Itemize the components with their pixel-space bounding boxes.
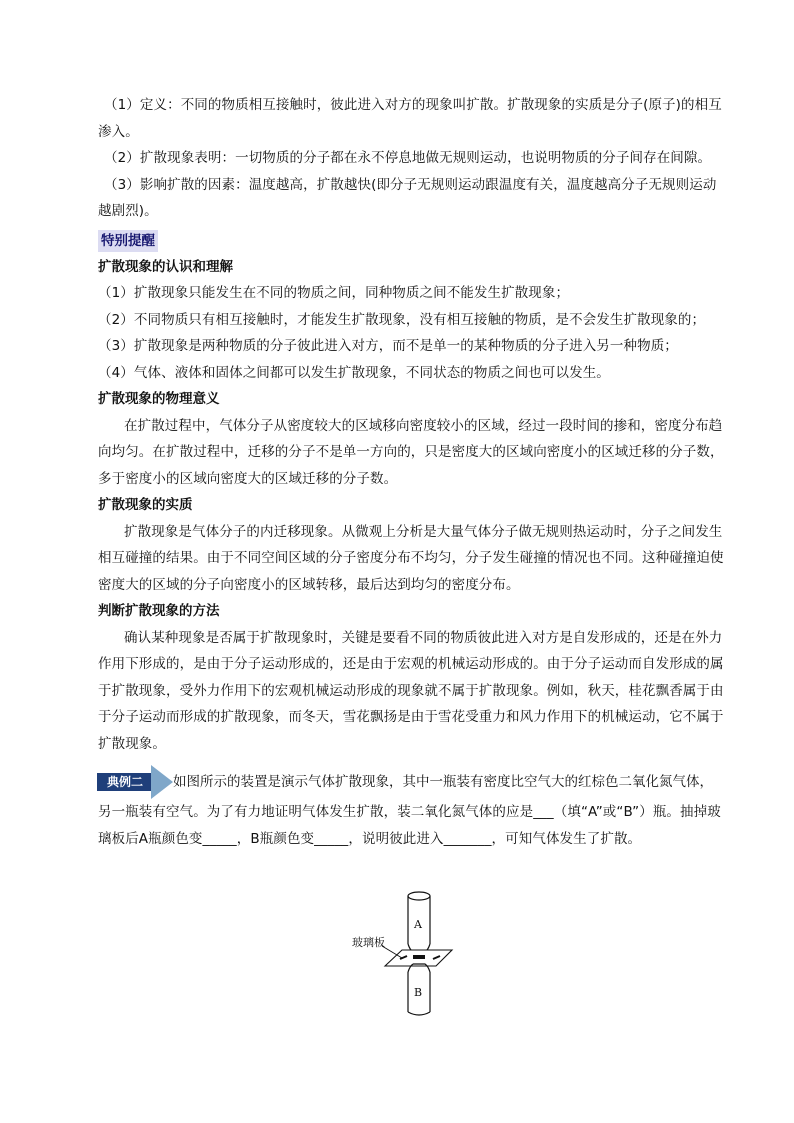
example-first-line xyxy=(98,765,724,799)
list-item: （2）不同物质只有相互接触时，才能发生扩散现象，没有相互接触的物质，是不会发生扩散现象的； xyxy=(98,311,706,328)
section-heading-essence: 扩散现象的实质 xyxy=(98,497,193,513)
example-line-1: 如图所示的装置是演示气体扩散现象，其中一瓶装有密度比空气大的红棕色二氧化氮气体， xyxy=(173,773,713,790)
example-question-text: 另一瓶装有空气。为了有力地证明气体发生扩散，装二氧化氮气体的应是___（填“A”或“B”）瓶。抽掉玻璃板后A瓶颜色变_____，B瓶颜色变_____，说明彼此进入_______，可知气体发生了扩散。 xyxy=(98,804,721,847)
list-item: （3）扩散现象是两种物质的分子彼此进入对方，而不是单一的某种物质的分子进入另一种物质； xyxy=(98,338,678,354)
example-badge xyxy=(97,765,173,799)
section-heading-meaning: 扩散现象的物理意义 xyxy=(98,391,220,407)
section-body-essence: 扩散现象是气体分子的内迁移现象。从微观上分析是大量气体分子做无规则热运动时，分子之间发生相互碰撞的结果。由于不同空间区域的分子密度分布不均匀，分子发生碰撞的情况也不同。这种碰撞迫使密度大的区域的分子向密度小的区域转移，最后达到均匀的密度分布。 xyxy=(98,523,724,593)
intro-paragraph-3: （3）影响扩散的因素：温度越高，扩散越快(即分子无规则运动跟温度有关，温度越高分子无规则运动越剧烈)。 xyxy=(98,176,717,219)
content-body xyxy=(98,92,724,852)
tip-row xyxy=(98,230,724,252)
bottle-a-label: A xyxy=(414,918,422,931)
glass-plate-label: 玻璃板 xyxy=(352,936,385,949)
intro-paragraph-2: （2）扩散现象表明：一切物质的分子都在永不停息地做无规则运动，也说明物质的分子间存在间隙。 xyxy=(104,150,712,166)
section-heading-understanding: 扩散现象的认识和理解 xyxy=(98,258,233,275)
section-heading-method: 判断扩散现象的方法 xyxy=(98,603,220,619)
section-body-meaning: 在扩散过程中，气体分子从密度较大的区域移向密度较小的区域，经过一段时间的掺和，密度分布趋向均匀。在扩散过程中，迁移的分子不是单一方向的，只是密度大的区域向密度小的区域迁移的分子数，多于密度小的区域向密度大的区域迁移的分子数。 xyxy=(98,417,724,487)
intro-paragraph-1: （1）定义：不同的物质相互接触时，彼此进入对方的现象叫扩散。扩散现象的实质是分子(原子)的相互渗入。 xyxy=(98,97,722,140)
example-block xyxy=(98,765,724,852)
example-badge-label: 典例二 xyxy=(106,775,143,789)
bottle-b-label: B xyxy=(414,986,423,999)
special-tip-label: 特别提醒 xyxy=(98,230,158,252)
list-item: （4）气体、液体和固体之间都可以发生扩散现象，不同状态的物质之间也可以发生。 xyxy=(98,364,610,381)
section-body-method: 确认某种现象是否属于扩散现象时，关键是要看不同的物质彼此进入对方是自发形成的，还是在外力作用下形成的，是由于分子运动形成的，还是由于宏观的机械运动形成的。由于分子运动而自发形成的属于扩散现象，受外力作用下的宏观机械运动形成的现象就不属于扩散现象。例如，秋天，桂花飘香属于由于分子运动而形成的扩散现象，而冬天，雪花飘扬是由于雪花受重力和风力作用下的机械运动，它不属于扩散现象。 xyxy=(98,629,724,752)
bottle-diagram xyxy=(352,884,470,1022)
diffusion-apparatus-figure xyxy=(352,884,470,1022)
list-item: （1）扩散现象只能发生在不同的物质之间，同种物质之间不能发生扩散现象； xyxy=(98,285,570,301)
